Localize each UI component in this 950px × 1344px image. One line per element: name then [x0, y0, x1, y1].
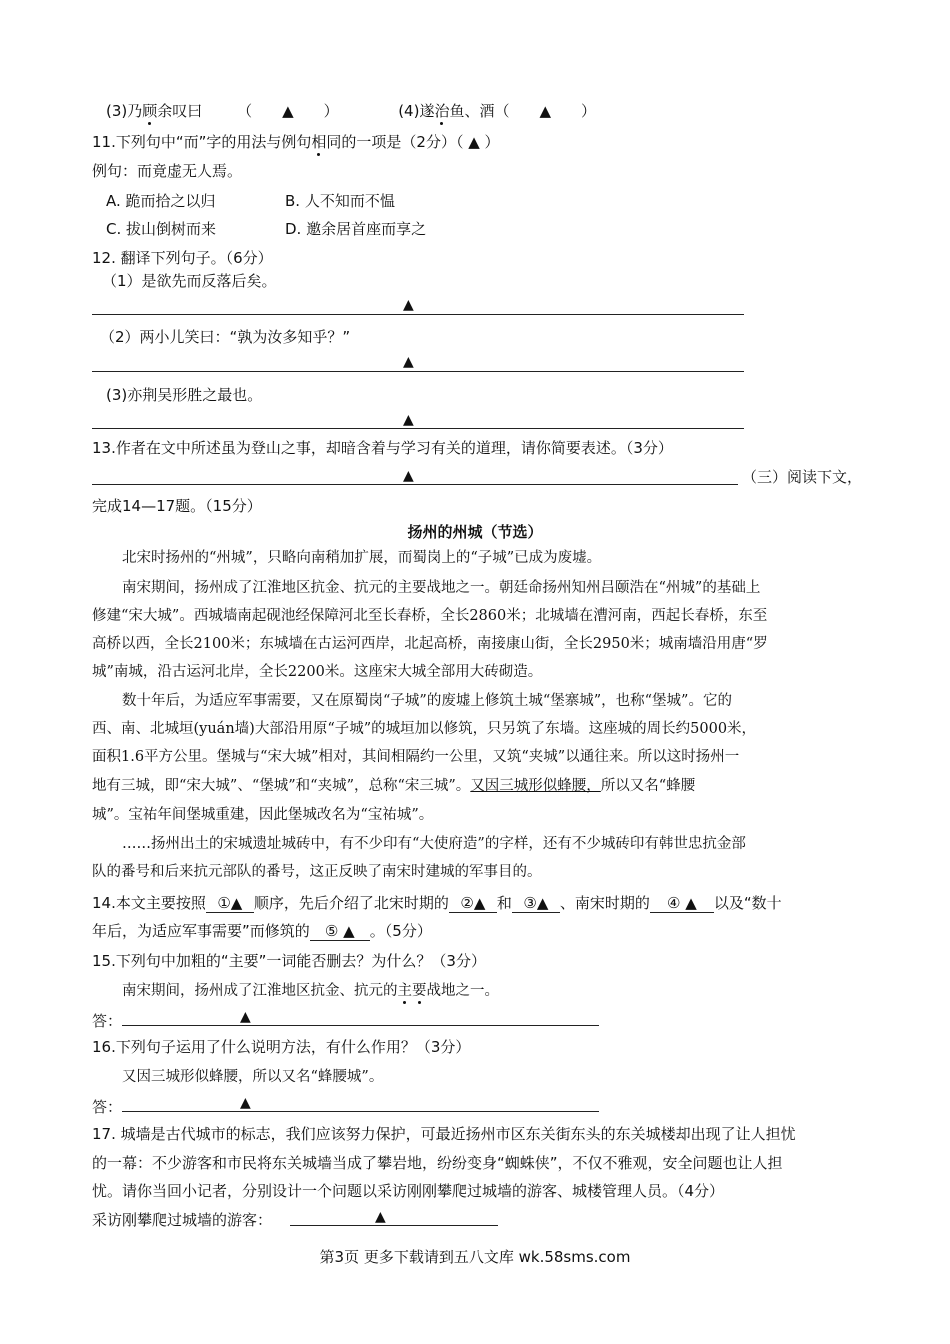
q12-answer-line-2	[92, 371, 744, 372]
passage-p3-l2: 西、南、北城垣(yuán墙)大部沿用原“子城”的城垣加以修筑，只另筑了东墙。这座城的周长约5000米，	[92, 721, 757, 737]
q15-quote-dot-2: 要	[412, 983, 427, 999]
q16-answer-marker: ▲	[240, 1095, 251, 1111]
passage-p2-l4: 城”南城，沿古运河北岸，全长2200米。这座宋大城全部用大砖砌造。	[92, 664, 543, 680]
q10-item3-paren: （ ▲ ）	[237, 102, 339, 120]
q11-choice-b: B. 人不知而不愠	[285, 192, 395, 210]
q14-text-1: 14.本文主要按照	[92, 894, 206, 912]
q10-item4-post: 鱼、酒	[449, 102, 495, 120]
q17-answer-marker: ▲	[375, 1209, 386, 1225]
q10-item3-dot: 顾	[142, 102, 158, 120]
q15-quote	[122, 980, 499, 1002]
q11-choice-d: D. 邀余居首座而享之	[285, 220, 427, 238]
q13-answer-marker: ▲	[403, 468, 414, 484]
q13-stem: 13.作者在文中所述虽为登山之事，却暗含着与学习有关的道理，请你简要表述。（3分）	[92, 439, 673, 457]
q12-sentence-3: (3)亦荆吴形胜之最也。	[106, 386, 263, 404]
q10-item4-num: (4)	[398, 102, 420, 120]
passage-p4-l2: 队的番号和后来抗元部队的番号，这正反映了南宋时建城的军事目的。	[92, 864, 542, 880]
q17-answer-line[interactable]	[290, 1225, 498, 1226]
q12-answer-line-3	[92, 428, 744, 429]
passage-p2-l1: 南宋期间，扬州成了江淮地区抗金、抗元的主要战地之一。朝廷命扬州知州吕颐浩在“州城”的基础上	[122, 580, 761, 596]
q12-sentence-1: （1）是欲先而反落后矣。	[102, 272, 277, 290]
q16-answer-line[interactable]	[122, 1111, 599, 1112]
q11-stem-pre: 11.下列句中“而”字的用法与例句	[92, 133, 312, 151]
q12-answer-marker-2: ▲	[403, 354, 414, 370]
q12-stem: 12. 翻译下列句子。（6分）	[92, 249, 273, 267]
q12-answer-marker-1: ▲	[403, 297, 414, 313]
passage-p3-l1: 数十年后，为适应军事需要，又在原蜀岗“子城”的废墟上修筑土城“堡寨城”，也称“堡城”。它的	[122, 693, 732, 709]
q14-line-2	[92, 920, 432, 942]
q13-section-continue: 完成14—17题。（15分）	[92, 497, 262, 515]
q16-stem: 16.下列句子运用了什么说明方法，有什么作用？（3分）	[92, 1038, 471, 1056]
passage-p2-l3: 高桥以西，全长2100米；东城墙在古运河西岸，北起高桥，南接康山街，全长2950米；城南墙沿用唐“罗	[92, 636, 768, 652]
q17-line-2: 的一幕：不少游客和市民将东关城墙当成了攀岩地，纷纷变身“蜘蛛侠”，不仅不雅观，安全问题也让人担	[92, 1154, 783, 1172]
q15-quote-dot-1: 主	[397, 983, 412, 999]
q15-answer-marker: ▲	[240, 1009, 251, 1025]
passage-p3-l3: 面积1.6平方公里。堡城与“宋大城”相对，其间相隔约一公里，又筑“夹城”以通往来。所以这时扬州一	[92, 749, 740, 765]
q11-stem-post: 同的一项是（2分）（ ▲ ）	[326, 133, 500, 151]
q14-text-2: 顺序，先后介绍了北宋时期的	[253, 894, 449, 912]
q14-line-1	[92, 892, 782, 914]
q10-items-row	[106, 100, 596, 122]
passage-p2-l2: 修建“宋大城”。西城墙南起砚池经保障河北至长春桥，全长2860米；北城墙在漕河南，西起长春桥，东至	[92, 608, 768, 624]
q11-example: 例句：而竟虚无人焉。	[92, 162, 243, 180]
q15-answer-label: 答：	[92, 1012, 123, 1030]
q14-text-5: 以及“数十	[713, 894, 782, 912]
q17-line-3: 忧。请你当回小记者，分别设计一个问题以采访刚刚攀爬过城墙的游客、城楼管理人员。（4分）	[92, 1182, 725, 1200]
q11-choice-a: A. 跪而拾之以归	[106, 192, 216, 210]
q15-stem: 15.下列句中加粗的“主要”一词能否删去？为什么？（3分）	[92, 952, 486, 970]
q12-sentence-2: （2）两小儿笑曰：“孰为汝多知乎？”	[100, 328, 351, 346]
passage-p3-l5: 城”。宝祐年间堡城重建，因此堡城改名为“宝祐城”。	[92, 807, 434, 823]
q14-text-4: 、南宋时期的	[559, 894, 650, 912]
q14-blank-4[interactable]: ④ ▲	[650, 894, 714, 913]
q16-answer-label: 答：	[92, 1098, 123, 1116]
q14-blank-3[interactable]: ③▲	[512, 894, 560, 913]
q10-item3-num: (3)	[106, 102, 128, 120]
q14-blank-5[interactable]: ⑤ ▲	[310, 922, 370, 941]
passage-p4-l1: ……扬州出土的宋城遗址城砖中，有不少印有“大使府造”的字样，还有不少城砖印有韩世忠抗金部	[122, 836, 746, 852]
q10-item4-dot: 治	[434, 102, 450, 120]
q16-quote: 又因三城形似蜂腰，所以又名“蜂腰城”。	[122, 1069, 384, 1085]
q12-answer-line-1	[92, 314, 744, 315]
passage-p1: 北宋时扬州的“州城”，只略向南稍加扩展，而蜀岗上的“子城”已成为废墟。	[122, 550, 602, 566]
q14-text-6: 年后，为适应军事需要”而修筑的	[92, 922, 310, 940]
q17-line-1: 17. 城墙是古代城市的标志，我们应该努力保护，可最近扬州市区东关街东头的东关城楼却出现了让人担忧	[92, 1125, 796, 1143]
passage-title: 扬州的州城（节选）	[407, 523, 543, 541]
q14-blank-2[interactable]: ②▲	[449, 894, 497, 913]
q12-answer-marker-3: ▲	[403, 412, 414, 428]
q10-item4-pre: 遂	[419, 102, 435, 120]
q10-item4-paren: （ ▲ ）	[494, 102, 597, 120]
q13-section-heading: （三）阅读下文，	[742, 468, 863, 486]
passage-p3-l4-post: 所以又名“蜂腰	[600, 778, 696, 794]
q11-stem	[92, 131, 500, 153]
q14-text-7: 。（5分）	[369, 922, 432, 940]
q13-answer-line	[92, 484, 738, 485]
q11-stem-dot: 相	[311, 133, 327, 151]
q15-quote-pre: 南宋期间，扬州成了江淮地区抗金、抗元的	[122, 983, 398, 999]
passage-p3-l4-pre: 地有三城，即“宋大城”、“堡城”和“夹城”，总称“宋三城”。	[92, 778, 471, 794]
q17-line-4: 采访刚攀爬过城墙的游客：	[92, 1211, 273, 1229]
q15-quote-post: 战地之一。	[426, 983, 499, 999]
q14-text-3: 和	[496, 894, 512, 912]
q11-choice-c: C. 拔山倒树而来	[106, 220, 217, 238]
q10-item3-post: 余叹曰	[157, 102, 203, 120]
q10-item3-pre: 乃	[127, 102, 143, 120]
q14-blank-1[interactable]: ①▲	[206, 894, 254, 913]
page-footer: 第3页 更多下载请到五八文库 wk.58sms.com	[319, 1248, 631, 1266]
passage-p3-l4	[92, 775, 695, 797]
q15-answer-line[interactable]	[122, 1025, 599, 1026]
passage-underlined-sentence: 又因三城形似蜂腰，	[470, 778, 601, 794]
